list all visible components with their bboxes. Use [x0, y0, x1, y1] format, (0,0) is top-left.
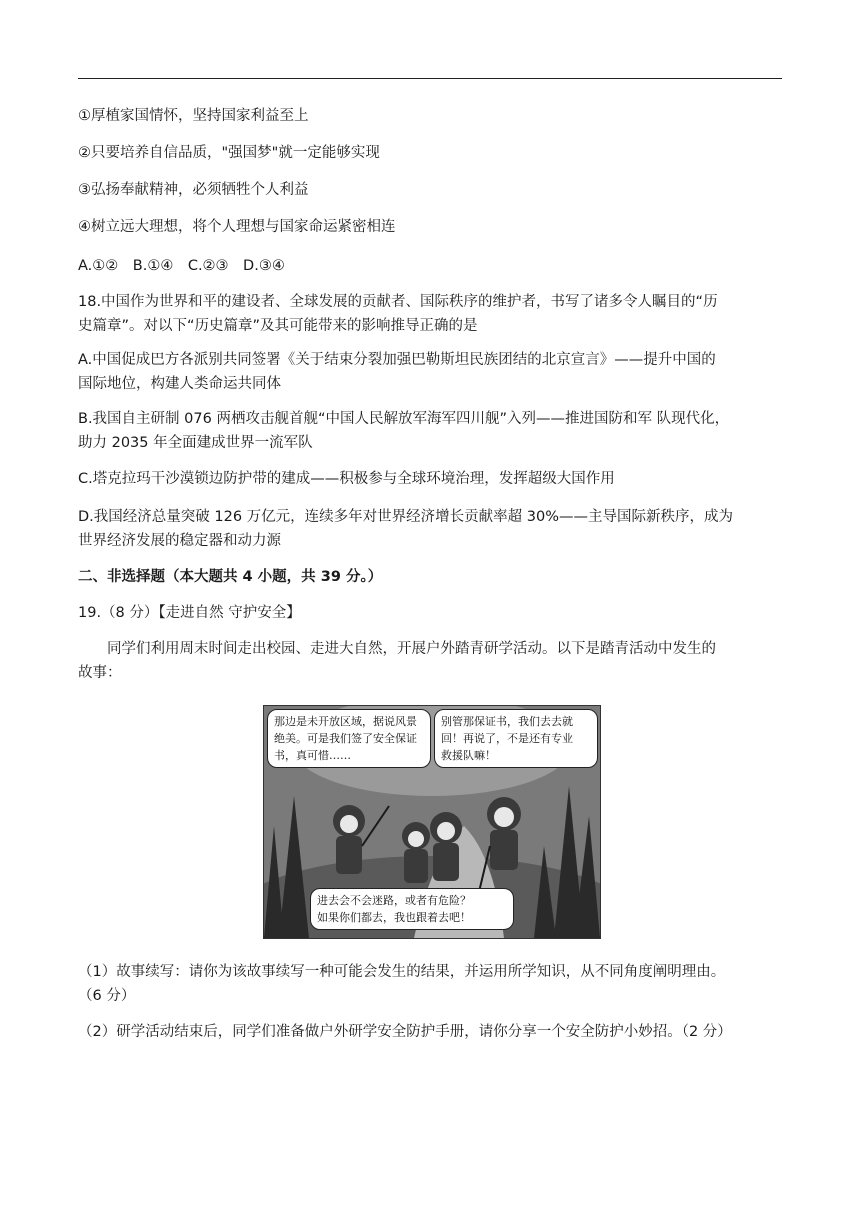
q18-stem-line1: 18.中国作为世界和平的建设者、全球发展的贡献者、国际秩序的维护者，书写了诸多令人瞩目的“历: [78, 294, 718, 310]
q19-intro-line1: 同学们利用周末时间走出校园、走进大自然，开展户外踏青研学活动。以下是踏青活动中发生的: [107, 641, 716, 657]
option-1: ①厚植家国情怀，坚持国家利益至上: [78, 108, 309, 124]
bubble-bottom-line: 进去会不会迷路，或者有危险？: [317, 894, 471, 907]
q18-option-d-line2: 世界经济发展的稳定器和动力源: [78, 533, 281, 549]
option-2: ②只要培养自信品质，"强国梦"就一定能够实现: [78, 145, 380, 161]
q18-stem-line2: 史篇章”。对以下“历史篇章”及其可能带来的影响推导正确的是: [78, 318, 478, 334]
q18-option-d-line1: D.我国经济总量突破 126 万亿元，连续多年对世界经济增长贡献率超 30%——主导国际新秩序，成为: [78, 509, 734, 525]
q18-option-a-line1: A.中国促成巴方各派别共同签署《关于结束分裂加强巴勒斯坦民族团结的北京宣言》——提升中国的: [78, 352, 716, 368]
header-rule: [78, 78, 782, 79]
comic-illustration: [263, 705, 601, 939]
speech-bubble-right: [434, 709, 598, 768]
bubble-left-line: 书，真可惜……: [274, 749, 351, 762]
q18-option-b-line2: 助力 2035 年全面建成世界一流军队: [78, 435, 313, 451]
q19-sub1-line1: （1）故事续写：请你为该故事续写一种可能会发生的结果，并运用所学知识，从不同角度阐明理由。: [78, 964, 726, 980]
answer-choices-17: A.①② B.①④ C.②③ D.③④: [78, 258, 285, 274]
bubble-right-line: 别管那保证书，我们去去就: [441, 715, 573, 728]
speech-bubble-bottom: [310, 888, 514, 930]
q18-option-c: C.塔克拉玛干沙漠锁边防护带的建成——积极参与全球环境治理，发挥超级大国作用: [78, 471, 615, 487]
q18-option-b-line1: B.我国自主研制 076 两栖攻击舰首舰“中国人民解放军海军四川舰”入列——推进国防和军 队现代化，: [78, 411, 730, 427]
bubble-right-line: 回！再说了，不是还有专业: [441, 732, 573, 745]
q19-intro-line2: 故事：: [78, 665, 122, 681]
bubble-bottom-line: 如果你们都去，我也跟着去吧！: [317, 911, 471, 924]
bubble-right-line: 救援队嘛！: [441, 749, 496, 762]
speech-bubble-left: [267, 709, 431, 768]
option-3: ③弘扬奉献精神，必须牺牲个人利益: [78, 182, 309, 198]
q19-sub2: （2）研学活动结束后，同学们准备做户外研学安全防护手册，请你分享一个安全防护小妙招。（2 分）: [78, 1024, 732, 1040]
q19-header: 19.（8 分）【走进自然 守护安全】: [78, 605, 301, 621]
option-4: ④树立远大理想，将个人理想与国家命运紧密相连: [78, 219, 396, 235]
bubble-left-line: 那边是未开放区域，据说风景: [274, 715, 417, 728]
section-title: 二、非选择题（本大题共 4 小题，共 39 分。）: [78, 569, 383, 585]
q18-option-a-line2: 国际地位，构建人类命运共同体: [78, 376, 281, 392]
bubble-left-line: 绝美。可是我们签了安全保证: [274, 732, 417, 745]
q19-sub1-line2: （6 分）: [78, 988, 136, 1004]
